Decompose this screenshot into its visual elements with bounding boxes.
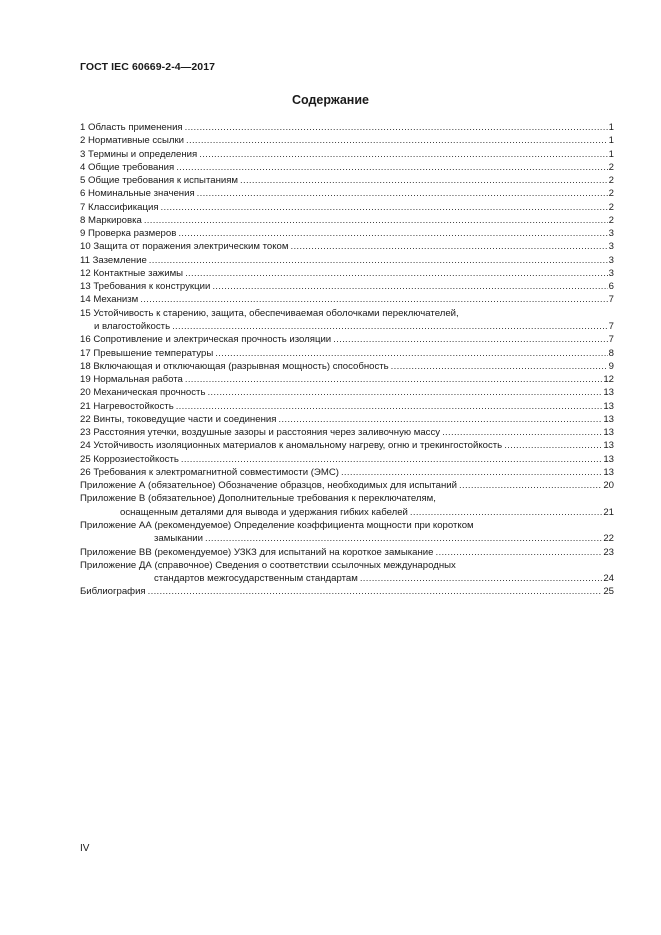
toc-entry-text: 25 Коррозиестойкость (80, 453, 179, 465)
toc-entry-page: 1 (608, 135, 614, 147)
toc-entry-text: 26 Требования к электромагнитной совместимости (ЭМС) (80, 466, 339, 478)
toc-entry[interactable] (80, 373, 614, 386)
toc-entry-page: 8 (608, 347, 614, 359)
toc-entry-page: 3 (608, 228, 614, 240)
toc-entry-page: 3 (608, 267, 614, 279)
toc-entry-page: 3 (608, 254, 614, 266)
toc-entry-text: замыкании (154, 533, 203, 545)
toc-dots-leader (176, 161, 607, 174)
toc-entry-continuation[interactable] (80, 572, 614, 585)
toc-entry-text: стандартов межгосударственным стандартам (154, 573, 358, 585)
toc-dots-leader (181, 453, 602, 466)
toc-entry[interactable] (80, 386, 614, 399)
toc-entry[interactable] (80, 546, 614, 559)
toc-dots-leader (178, 227, 607, 240)
toc-dots-leader (185, 121, 608, 134)
toc-dots-leader (360, 572, 602, 585)
toc-entry-page: 24 (603, 573, 614, 585)
toc-entry-page: 12 (603, 374, 614, 386)
toc-entry-page: 21 (603, 506, 614, 518)
toc-entry-text: 24 Устойчивость изоляционных материалов к аномальному нагреву, огню и трекингостойкость (80, 440, 503, 452)
toc-entry-page: 2 (608, 188, 614, 200)
toc-dots-leader (197, 187, 608, 200)
toc-entry-text: 18 Включающая и отключающая (разрывная мощность) способность (80, 360, 389, 372)
toc-entry-page: 13 (603, 453, 614, 465)
toc-entry[interactable] (80, 479, 614, 492)
toc-entry-page: 7 (608, 320, 614, 332)
toc-entry-text: 23 Расстояния утечки, воздушные зазоры и расстояния через заливочную массу (80, 427, 441, 439)
toc-dots-leader (212, 280, 607, 293)
toc-entry[interactable] (80, 453, 614, 466)
toc-entry[interactable] (80, 426, 614, 439)
toc-entry-text: 6 Номинальные значения (80, 188, 195, 200)
toc-entry-text: 9 Проверка размеров (80, 228, 177, 240)
toc-entry-text: Приложение В (обязательное) Дополнительные требования к переключателям, (80, 493, 436, 505)
toc-entry-text: 21 Нагревостойкость (80, 400, 174, 412)
toc-dots-leader (215, 347, 607, 360)
toc-entry-page: 22 (603, 533, 614, 545)
toc-entry-text: Приложение ВВ (рекомендуемое) УЗКЗ для испытаний на короткое замыкание (80, 546, 434, 558)
toc-entry-page: 13 (603, 400, 614, 412)
toc-entry-page: 1 (608, 122, 614, 133)
toc-entry-page: 13 (603, 466, 614, 478)
toc-entry-text: 17 Превышение температуры (80, 347, 214, 359)
toc-dots-leader (172, 320, 608, 333)
toc-entry-page: 6 (608, 281, 614, 293)
toc-entry[interactable] (80, 413, 614, 426)
toc-entry[interactable] (80, 280, 614, 293)
toc-entry[interactable] (80, 519, 614, 532)
toc-entry-text: Приложение АА (рекомендуемое) Определение коэффициента мощности при коротком (80, 519, 474, 531)
toc-entry-page: 2 (608, 175, 614, 187)
toc-entry-page: 20 (603, 480, 614, 492)
toc-dots-leader (436, 546, 603, 559)
toc-dots-leader (161, 201, 608, 214)
toc-entry[interactable] (80, 347, 614, 360)
toc-entry-text: 10 Защита от поражения электрическим током (80, 241, 289, 253)
toc-dots-leader (290, 240, 607, 253)
toc-entry[interactable] (80, 492, 614, 505)
toc-entry[interactable] (80, 307, 614, 320)
toc-dots-leader (140, 293, 607, 306)
toc-entry-text: Приложение ДА (справочное) Сведения о соответствии ссылочных международных (80, 559, 456, 571)
toc-entry[interactable] (80, 254, 614, 267)
toc-entry-text: 19 Нормальная работа (80, 374, 183, 386)
toc-entry-text: 1 Область применения (80, 122, 183, 133)
toc-entry[interactable] (80, 400, 614, 413)
toc-dots-leader (199, 148, 607, 161)
toc-entry-continuation[interactable] (80, 506, 614, 519)
table-of-contents (80, 121, 614, 599)
toc-entry-page: 25 (603, 586, 614, 598)
toc-entry-continuation[interactable] (80, 532, 614, 545)
toc-entry-page: 13 (603, 440, 614, 452)
toc-dots-leader (410, 506, 602, 519)
toc-dots-leader (205, 532, 602, 545)
toc-entry-text: 3 Термины и определения (80, 148, 198, 160)
toc-entry[interactable] (80, 466, 614, 479)
toc-entry[interactable] (80, 240, 614, 253)
toc-dots-leader (278, 413, 602, 426)
toc-entry-text: Библиография (80, 586, 146, 598)
toc-title: Содержание (291, 93, 369, 107)
toc-dots-leader (240, 174, 608, 187)
toc-entry-page: 13 (603, 387, 614, 399)
toc-entry[interactable] (80, 333, 614, 346)
toc-entry-text: 11 Заземление (80, 254, 147, 266)
toc-dots-leader (341, 466, 602, 479)
toc-entry-page: 13 (603, 413, 614, 425)
toc-entry-text: 22 Винты, токоведущие части и соединения (80, 413, 277, 425)
toc-dots-leader (333, 333, 607, 346)
toc-entry[interactable] (80, 148, 614, 161)
toc-dots-leader (149, 254, 608, 267)
toc-dots-leader (442, 426, 602, 439)
toc-entry-continuation[interactable] (80, 320, 614, 333)
toc-dots-leader (391, 360, 608, 373)
toc-dots-leader (185, 373, 602, 386)
toc-dots-leader (144, 214, 608, 227)
toc-dots-leader (185, 267, 608, 280)
toc-entry-text: 15 Устойчивость к старению, защита, обеспечиваемая оболочками переключателей, (80, 307, 459, 319)
toc-entry-text: 2 Нормативные ссылки (80, 135, 185, 147)
toc-entry-page: 7 (608, 334, 614, 346)
toc-entry[interactable] (80, 161, 614, 174)
toc-entry[interactable] (80, 439, 614, 452)
toc-entry-page: 2 (608, 201, 614, 213)
toc-entry[interactable] (80, 267, 614, 280)
document-code: ГОСТ IEC 60669-2-4—2017 (80, 61, 216, 73)
toc-entry[interactable] (80, 214, 614, 227)
toc-entry[interactable] (80, 134, 614, 147)
toc-entry-text: оснащенным деталями для вывода и удержания гибких кабелей (120, 506, 408, 518)
toc-entry-text: 12 Контактные зажимы (80, 267, 184, 279)
toc-entry-text: 5 Общие требования к испытаниям (80, 175, 239, 187)
toc-entry-text: Приложение А (обязательное) Обозначение образцов, необходимых для испытаний (80, 480, 458, 492)
toc-entry[interactable] (80, 174, 614, 187)
toc-dots-leader (459, 479, 602, 492)
toc-entry[interactable] (80, 201, 614, 214)
toc-dots-leader (176, 400, 603, 413)
toc-dots-leader (186, 134, 608, 147)
toc-entry-text: 14 Механизм (80, 294, 139, 306)
toc-entry[interactable] (80, 121, 614, 134)
toc-entry[interactable] (80, 293, 614, 306)
toc-entry-text: 7 Классификация (80, 201, 159, 213)
toc-entry-text: и влагостойкость (94, 320, 171, 332)
toc-entry-page: 23 (603, 546, 614, 558)
toc-dots-leader (504, 439, 602, 452)
toc-entry[interactable] (80, 187, 614, 200)
toc-entry-text: 13 Требования к конструкции (80, 281, 211, 293)
toc-entry-page: 2 (608, 161, 614, 173)
toc-entry-text: 16 Сопротивление и электрическая прочность изоляции (80, 334, 332, 346)
toc-entry-page: 3 (608, 241, 614, 253)
page-number: IV (80, 843, 90, 854)
toc-entry-page: 7 (608, 294, 614, 306)
toc-entry-page: 2 (608, 214, 614, 226)
toc-entry[interactable] (80, 227, 614, 240)
toc-entry[interactable] (80, 360, 614, 373)
toc-entry-page: 9 (608, 360, 614, 372)
toc-entry-text: 8 Маркировка (80, 214, 142, 226)
toc-entry-page: 13 (603, 427, 614, 439)
toc-dots-leader (148, 585, 603, 598)
toc-entry[interactable] (80, 585, 614, 598)
toc-entry-page: 1 (608, 148, 614, 160)
toc-entry-text: 20 Механическая прочность (80, 387, 206, 399)
toc-entry-text: 4 Общие требования (80, 161, 175, 173)
toc-entry[interactable] (80, 559, 614, 572)
toc-dots-leader (207, 386, 602, 399)
